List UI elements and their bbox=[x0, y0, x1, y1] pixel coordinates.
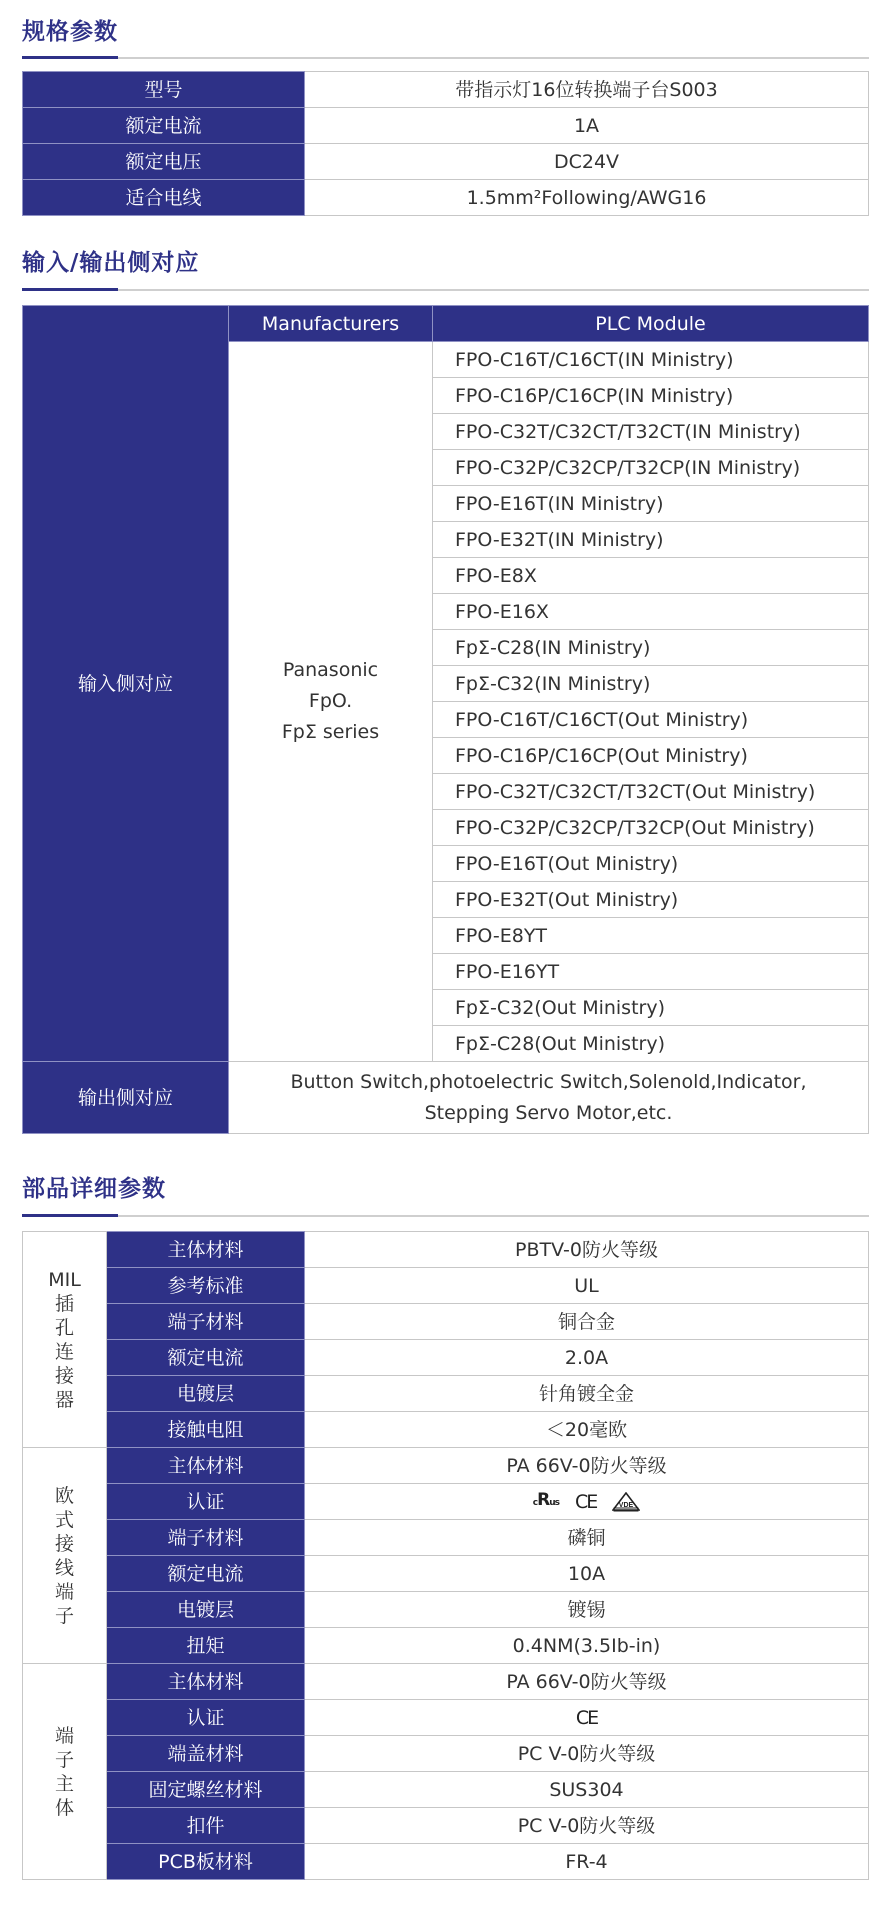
manufacturers-header: Manufacturers bbox=[229, 306, 433, 342]
part-value: PC V-0防火等级 bbox=[305, 1808, 869, 1844]
spec-section-title: 规格参数 bbox=[22, 19, 118, 45]
part-value: 2.0A bbox=[305, 1340, 869, 1376]
group-label-line: 子 bbox=[54, 1604, 74, 1627]
io-table bbox=[22, 305, 869, 1134]
io-title-rule bbox=[22, 288, 869, 291]
group-label-terminal-body bbox=[23, 1664, 107, 1880]
spec-label: 适合电线 bbox=[23, 180, 305, 216]
manufacturer-line: FpΣ series bbox=[281, 721, 380, 743]
part-value: PC V-0防火等级 bbox=[305, 1736, 869, 1772]
part-value: PA 66V-0防火等级 bbox=[305, 1448, 869, 1484]
part-label: 额定电流 bbox=[107, 1340, 305, 1376]
table-row bbox=[23, 1448, 869, 1484]
part-value: 0.4NM(3.5Ib-in) bbox=[305, 1628, 869, 1664]
part-label: 固定螺丝材料 bbox=[107, 1772, 305, 1808]
group-label-line: 插 bbox=[54, 1292, 74, 1315]
part-label: 主体材料 bbox=[107, 1664, 305, 1700]
part-label: 接触电阻 bbox=[107, 1412, 305, 1448]
table-row bbox=[23, 1520, 869, 1556]
part-label: 扭矩 bbox=[107, 1628, 305, 1664]
manufacturer-line: Panasonic bbox=[282, 659, 379, 681]
table-row bbox=[23, 144, 869, 180]
part-value: 针角镀全金 bbox=[305, 1376, 869, 1412]
output-line: Stepping Servo Motor,etc. bbox=[424, 1101, 673, 1124]
part-label: PCB板材料 bbox=[107, 1844, 305, 1880]
group-label-euro-terminal bbox=[23, 1448, 107, 1664]
plc-module-cell: FPO-E8X bbox=[433, 558, 869, 594]
group-label-line: 式 bbox=[54, 1508, 74, 1531]
table-row bbox=[23, 1844, 869, 1880]
manufacturer-line: FpO. bbox=[308, 690, 353, 712]
group-label-line: 接 bbox=[54, 1364, 74, 1387]
table-row bbox=[23, 1592, 869, 1628]
certification-icons bbox=[305, 1484, 869, 1520]
ce-mark-icon: CE bbox=[575, 1706, 598, 1729]
plc-module-cell: FPO-C32T/C32CT/T32CT(Out Ministry) bbox=[433, 774, 869, 810]
plc-module-cell: FPO-E16YT bbox=[433, 954, 869, 990]
plc-module-cell: FpΣ-C32(IN Ministry) bbox=[433, 666, 869, 702]
parts-section-title: 部品详细参数 bbox=[22, 1176, 166, 1202]
part-label: 认证 bbox=[107, 1700, 305, 1736]
table-row bbox=[23, 1808, 869, 1844]
output-line: Button Switch,photoelectric Switch,Solenold,Indicator, bbox=[290, 1070, 807, 1093]
table-row bbox=[23, 1412, 869, 1448]
group-label-line: 主 bbox=[54, 1772, 74, 1795]
vde-mark-icon bbox=[612, 1492, 640, 1512]
spec-table bbox=[22, 71, 869, 216]
io-section-title: 输入/输出侧对应 bbox=[22, 250, 200, 276]
spec-label: 额定电流 bbox=[23, 108, 305, 144]
table-row bbox=[23, 180, 869, 216]
plc-module-cell: FPO-C32P/C32CP/T32CP(IN Ministry) bbox=[433, 450, 869, 486]
part-label: 主体材料 bbox=[107, 1448, 305, 1484]
table-header-row bbox=[23, 306, 869, 342]
plc-module-cell: FPO-C16P/C16CP(IN Ministry) bbox=[433, 378, 869, 414]
part-value: UL bbox=[305, 1268, 869, 1304]
part-value: ＜20毫欧 bbox=[305, 1412, 869, 1448]
spec-label: 型号 bbox=[23, 72, 305, 108]
manufacturer-cell bbox=[229, 342, 433, 1062]
part-label: 扣件 bbox=[107, 1808, 305, 1844]
part-label: 认证 bbox=[107, 1484, 305, 1520]
plc-module-header: PLC Module bbox=[433, 306, 869, 342]
output-side-label: 输出侧对应 bbox=[23, 1062, 229, 1134]
table-row bbox=[23, 1736, 869, 1772]
table-row bbox=[23, 1376, 869, 1412]
plc-module-cell: FPO-E32T(Out Ministry) bbox=[433, 882, 869, 918]
part-value: PA 66V-0防火等级 bbox=[305, 1664, 869, 1700]
part-value: FR-4 bbox=[305, 1844, 869, 1880]
plc-module-cell: FPO-C16P/C16CP(Out Ministry) bbox=[433, 738, 869, 774]
table-row bbox=[23, 1700, 869, 1736]
group-label-mil-connector bbox=[23, 1232, 107, 1448]
input-side-label: 输入侧对应 bbox=[23, 306, 229, 1062]
part-value: 铜合金 bbox=[305, 1304, 869, 1340]
ul-recognized-icon: cRus bbox=[532, 1490, 559, 1510]
ce-mark-icon: CE bbox=[574, 1490, 597, 1513]
plc-module-cell: FpΣ-C32(Out Ministry) bbox=[433, 990, 869, 1026]
table-row bbox=[23, 1304, 869, 1340]
part-value: 10A bbox=[305, 1556, 869, 1592]
group-label-line: 孔 bbox=[54, 1316, 74, 1339]
group-label-line: 端 bbox=[54, 1580, 74, 1603]
plc-module-cell: FPO-C16T/C16CT(IN Ministry) bbox=[433, 342, 869, 378]
parts-table bbox=[22, 1231, 869, 1880]
output-side-value bbox=[229, 1062, 869, 1134]
table-row bbox=[23, 1556, 869, 1592]
spec-value: 带指示灯16位转换端子台S003 bbox=[305, 72, 869, 108]
table-row bbox=[23, 1484, 869, 1520]
plc-module-cell: FPO-C32T/C32CT/T32CT(IN Ministry) bbox=[433, 414, 869, 450]
part-value: PBTV-0防火等级 bbox=[305, 1232, 869, 1268]
table-row bbox=[23, 1232, 869, 1268]
part-label: 参考标准 bbox=[107, 1268, 305, 1304]
group-label-line: 体 bbox=[54, 1796, 74, 1819]
group-label-line: 器 bbox=[54, 1388, 74, 1411]
part-label: 端子材料 bbox=[107, 1520, 305, 1556]
table-row bbox=[23, 1664, 869, 1700]
part-label: 端盖材料 bbox=[107, 1736, 305, 1772]
part-label: 电镀层 bbox=[107, 1592, 305, 1628]
plc-module-cell: FPO-C16T/C16CT(Out Ministry) bbox=[433, 702, 869, 738]
plc-module-cell: FPO-C32P/C32CP/T32CP(Out Ministry) bbox=[433, 810, 869, 846]
group-label-line: MIL bbox=[48, 1268, 81, 1291]
part-label: 额定电流 bbox=[107, 1556, 305, 1592]
spec-title-rule bbox=[22, 56, 869, 59]
part-value: 镀锡 bbox=[305, 1592, 869, 1628]
plc-module-cell: FPO-E16T(IN Ministry) bbox=[433, 486, 869, 522]
table-row bbox=[23, 1268, 869, 1304]
table-row bbox=[23, 1772, 869, 1808]
part-label: 电镀层 bbox=[107, 1376, 305, 1412]
certification-icons bbox=[305, 1700, 869, 1736]
group-label-line: 连 bbox=[54, 1340, 74, 1363]
plc-module-cell: FPO-E32T(IN Ministry) bbox=[433, 522, 869, 558]
group-label-line: 端 bbox=[54, 1724, 74, 1747]
table-row bbox=[23, 1062, 869, 1134]
parts-title-rule bbox=[22, 1214, 869, 1217]
table-row bbox=[23, 1628, 869, 1664]
group-label-line: 子 bbox=[54, 1748, 74, 1771]
plc-module-cell: FPO-E16X bbox=[433, 594, 869, 630]
plc-module-cell: FpΣ-C28(IN Ministry) bbox=[433, 630, 869, 666]
table-row bbox=[23, 72, 869, 108]
part-value: SUS304 bbox=[305, 1772, 869, 1808]
plc-module-cell: FPO-E8YT bbox=[433, 918, 869, 954]
table-row bbox=[23, 108, 869, 144]
spec-value: 1.5mm²Following/AWG16 bbox=[305, 180, 869, 216]
group-label-line: 欧 bbox=[54, 1484, 74, 1507]
plc-module-cell: FpΣ-C28(Out Ministry) bbox=[433, 1026, 869, 1062]
part-value: 磷铜 bbox=[305, 1520, 869, 1556]
part-label: 端子材料 bbox=[107, 1304, 305, 1340]
svg-text:VDE: VDE bbox=[619, 1501, 634, 1509]
spec-label: 额定电压 bbox=[23, 144, 305, 180]
plc-module-cell: FPO-E16T(Out Ministry) bbox=[433, 846, 869, 882]
part-label: 主体材料 bbox=[107, 1232, 305, 1268]
spec-value: 1A bbox=[305, 108, 869, 144]
group-label-line: 接 bbox=[54, 1532, 74, 1555]
group-label-line: 线 bbox=[54, 1556, 74, 1579]
table-row bbox=[23, 1340, 869, 1376]
spec-value: DC24V bbox=[305, 144, 869, 180]
